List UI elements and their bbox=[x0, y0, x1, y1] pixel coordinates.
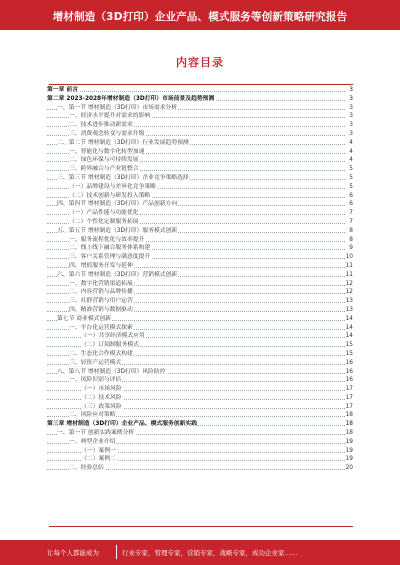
toc-entry[interactable] bbox=[47, 121, 353, 130]
toc-page-number: 9 bbox=[349, 245, 353, 252]
toc-page-number: 17 bbox=[345, 403, 353, 410]
toc-entry-text: 一、数字化营销渠道拓展 bbox=[69, 280, 133, 287]
toc-page-number: 14 bbox=[345, 333, 353, 340]
toc-page-number: 6 bbox=[349, 192, 353, 199]
toc-page-number: 3 bbox=[349, 130, 353, 137]
toc-entry[interactable] bbox=[47, 464, 353, 473]
toc-entry[interactable] bbox=[47, 429, 353, 438]
toc-entry-text: （二）订阅制服务模式 bbox=[81, 342, 139, 349]
toc-entry[interactable] bbox=[47, 297, 353, 306]
toc-page-number: 3 bbox=[349, 87, 353, 93]
toc-entry-text: 一、服务流程优化与效率提升 bbox=[69, 236, 145, 243]
toc-page-number: 19 bbox=[345, 456, 353, 463]
toc-bottom-rule bbox=[49, 526, 353, 527]
toc-page-number: 19 bbox=[345, 438, 353, 445]
toc-entry[interactable] bbox=[47, 394, 353, 403]
toc-entry-text: 三、跨界融合与产业链整合 bbox=[69, 166, 139, 173]
toc-entry-text: 一、平台化运营模式探索 bbox=[69, 324, 133, 331]
toc-entry[interactable] bbox=[47, 376, 353, 385]
toc-page-number: 3 bbox=[349, 104, 353, 111]
toc-entry[interactable] bbox=[47, 359, 353, 368]
toc-entry-text: 第一章 前言 bbox=[47, 87, 79, 93]
toc-entry[interactable] bbox=[47, 271, 353, 280]
toc-entry[interactable] bbox=[47, 174, 353, 183]
toc-entry[interactable] bbox=[47, 403, 353, 412]
toc-entry-text: 三、轻资产运营模式 bbox=[69, 359, 122, 366]
toc-entry[interactable] bbox=[47, 148, 353, 157]
toc-page-number: 17 bbox=[345, 394, 353, 401]
toc-entry[interactable] bbox=[47, 438, 353, 447]
toc-entry[interactable] bbox=[47, 385, 353, 394]
toc-entry-text: 第三章 增材制造（3D打印）企业产品、模式服务创新实践 bbox=[47, 421, 197, 428]
toc-page-number: 5 bbox=[349, 174, 353, 181]
toc-entry-text: （一）产品性能与功能优化 bbox=[69, 210, 139, 217]
toc-leader-dots bbox=[47, 91, 345, 92]
toc-page-number: 4 bbox=[349, 157, 353, 164]
toc-entry[interactable] bbox=[47, 86, 353, 95]
toc-page-number: 13 bbox=[345, 306, 353, 313]
toc-entry-text: 三、消费观念转变与需求升级 bbox=[69, 130, 145, 137]
toc-page-number: 17 bbox=[345, 386, 353, 393]
toc-entry-text: 一、智能化与数字化转型加速 bbox=[69, 148, 145, 155]
toc-page-number: 8 bbox=[349, 236, 353, 243]
toc-entry[interactable] bbox=[47, 104, 353, 113]
toc-page-number: 15 bbox=[345, 342, 353, 349]
toc-entry[interactable] bbox=[47, 218, 353, 227]
toc-entry[interactable] bbox=[47, 368, 353, 377]
toc-entry-text: 一、第一节 创新实践案例分析 bbox=[57, 430, 135, 437]
toc-page-number: 10 bbox=[345, 254, 353, 261]
toc-page-number: 5 bbox=[349, 183, 353, 190]
toc-entry-text: 一、第一节 增材制造（3D打印）市场需求分析 bbox=[57, 104, 178, 111]
toc-entry[interactable] bbox=[47, 156, 353, 165]
toc-page-number: 5 bbox=[349, 166, 353, 173]
toc-page-number: 16 bbox=[345, 377, 353, 384]
toc-entry-text: 一、风险识别与评估 bbox=[69, 377, 122, 384]
toc-page-number: 18 bbox=[345, 412, 353, 419]
toc-entry[interactable] bbox=[47, 288, 353, 297]
toc-entry-text: （一）共享经济模式应用 bbox=[81, 333, 145, 340]
toc-entry-text: 三、第三节 增材制造（3D打印）企业竞争策略选择 bbox=[57, 174, 189, 181]
toc-entry-text: 二、生态化合作模式构建 bbox=[69, 350, 133, 357]
toc-entry[interactable] bbox=[47, 236, 353, 245]
toc-page-number: 8 bbox=[349, 227, 353, 234]
toc-entry-text: 二、内容营销与品牌传播 bbox=[69, 289, 133, 296]
toc-page-number: 14 bbox=[345, 324, 353, 331]
toc-entry-text: 五、第五节 增材制造（3D打印）服务模式创新 bbox=[57, 227, 178, 234]
toc-entry-text: （二）技术风险 bbox=[81, 394, 122, 401]
toc-entry-text: （一）品牌建设与差异化竞争策略 bbox=[69, 183, 156, 190]
toc-entry-text: 六、第六节 增材制造（3D打印）营销模式创新 bbox=[57, 271, 178, 278]
toc-page-number: 3 bbox=[349, 113, 353, 120]
toc-page-number: 19 bbox=[345, 447, 353, 454]
toc-page-number: 13 bbox=[345, 298, 353, 305]
toc-page-number: 18 bbox=[345, 421, 353, 428]
toc-entry-text: 三、社群营销与用户运营 bbox=[69, 298, 133, 305]
toc-entry[interactable] bbox=[47, 262, 353, 271]
toc-entry[interactable] bbox=[47, 350, 353, 359]
toc-page-number: 7 bbox=[349, 218, 353, 225]
toc-entry-text: （二）个性化定制服务拓展 bbox=[69, 218, 139, 225]
toc-page-number: 3 bbox=[349, 95, 353, 102]
toc-page-number: 4 bbox=[349, 139, 353, 146]
toc-entry[interactable] bbox=[47, 227, 353, 236]
toc-page-number: 4 bbox=[349, 148, 353, 155]
toc-page-number: 15 bbox=[345, 350, 353, 357]
toc-page-number: 12 bbox=[345, 289, 353, 296]
toc-entry-text: （一）市场风险 bbox=[81, 386, 122, 393]
toc-entry[interactable] bbox=[47, 244, 353, 253]
toc-entry[interactable] bbox=[47, 183, 353, 192]
toc-page-number: 20 bbox=[345, 465, 353, 472]
toc-entry[interactable] bbox=[47, 447, 353, 456]
page-header bbox=[0, 0, 400, 30]
toc-heading: 内容目录 bbox=[176, 56, 224, 69]
toc-entry-text: 四、第四节 增材制造（3D打印）产品创新方向 bbox=[57, 201, 178, 208]
toc-entry-text: （三）政策风险 bbox=[81, 403, 122, 410]
toc-entry-text: 八、第八节 增材制造（3D打印）风险防控 bbox=[57, 368, 166, 375]
toc-entry-text: 第七节 商业模式创新 bbox=[57, 315, 112, 322]
toc-entry-text: 第二章 2023-2028年增材制造（3D打印）市场前景及趋势预测 bbox=[47, 95, 215, 102]
footer-divider bbox=[116, 545, 117, 559]
toc-entry-text: （二）技术创新与研发投入策略 bbox=[69, 192, 151, 199]
toc-entry[interactable] bbox=[47, 332, 353, 341]
toc-entry-text: 四、精准营销与数据驱动 bbox=[69, 306, 133, 313]
toc-entry[interactable] bbox=[47, 253, 353, 262]
toc-entry[interactable] bbox=[47, 306, 353, 315]
toc-page-number: 12 bbox=[345, 280, 353, 287]
toc-entry-text: 二、技术进步推动新需求 bbox=[69, 122, 133, 129]
footer-slogan: 让每个人都能成为 bbox=[47, 549, 99, 557]
toc-page-number: 7 bbox=[349, 210, 353, 217]
toc-entry-text: 二、风险应对策略 bbox=[69, 412, 116, 419]
toc-entry[interactable] bbox=[47, 280, 353, 289]
toc-page-number: 14 bbox=[345, 315, 353, 322]
toc-entry-text: 一、典型企业介绍 bbox=[69, 438, 116, 445]
toc-entry[interactable] bbox=[47, 130, 353, 139]
toc-page-number: 18 bbox=[345, 430, 353, 437]
toc-page-number: 11 bbox=[345, 271, 353, 278]
report-title: 增材制造（3D打印）企业产品、模式服务等创新策略研究报告 bbox=[52, 11, 348, 23]
toc-entry-text: 四、增值服务开发与延伸 bbox=[69, 262, 133, 269]
toc-entry[interactable] bbox=[47, 95, 353, 104]
toc-page-number: 6 bbox=[349, 201, 353, 208]
toc-entry[interactable] bbox=[47, 139, 353, 148]
toc-page-number: 11 bbox=[345, 262, 353, 269]
toc-entry[interactable] bbox=[47, 315, 353, 324]
toc-entry[interactable] bbox=[47, 192, 353, 201]
toc-entry-text: 二、线上线下融合服务体系构建 bbox=[69, 245, 151, 252]
toc-entry-text: 二、绿色环保与可持续发展 bbox=[69, 157, 139, 164]
toc-entry-text: 二、经验总结 bbox=[69, 465, 104, 472]
toc-entry[interactable] bbox=[47, 165, 353, 174]
toc-entry[interactable] bbox=[47, 341, 353, 350]
toc-entry-text: （一）案例一 bbox=[81, 447, 116, 454]
toc-entry[interactable] bbox=[47, 112, 353, 121]
toc-entry[interactable] bbox=[47, 324, 353, 333]
toc-entry[interactable] bbox=[47, 209, 353, 218]
toc-entry[interactable] bbox=[47, 420, 353, 429]
toc-page-number: 16 bbox=[345, 359, 353, 366]
toc-page-number: 3 bbox=[349, 122, 353, 129]
toc-entry[interactable] bbox=[47, 411, 353, 420]
toc-entry[interactable] bbox=[47, 455, 353, 464]
toc-entry-text: 二、第二节 增材制造（3D打印）行业发展趋势预测 bbox=[57, 139, 189, 146]
footer-experts: 行业专家，管理专家，营销专家，战略专家，成功企业家…… bbox=[122, 549, 298, 557]
toc-top-rule bbox=[49, 84, 353, 85]
toc-entry[interactable] bbox=[47, 200, 353, 209]
table-of-contents bbox=[47, 86, 353, 473]
page-footer bbox=[0, 540, 400, 565]
toc-entry-text: 一、经济水平提升对需求的影响 bbox=[69, 113, 151, 120]
toc-entry-text: 三、客户关系管理与满意度提升 bbox=[69, 254, 151, 261]
toc-entry-text: （二）案例二 bbox=[81, 456, 116, 463]
toc-page-number: 16 bbox=[345, 368, 353, 375]
